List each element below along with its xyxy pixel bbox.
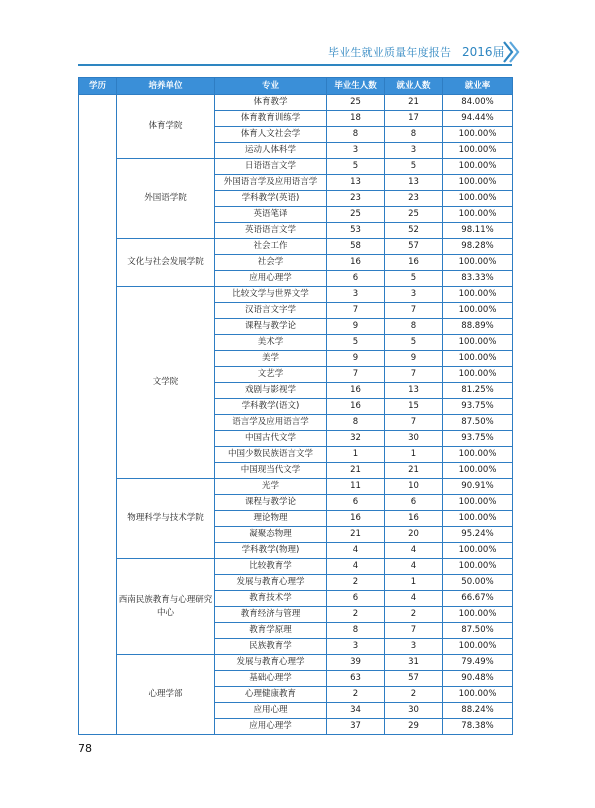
unit-cell: 体育学院 — [117, 95, 215, 159]
major-cell: 美学 — [215, 351, 327, 367]
rate-cell: 95.24% — [443, 527, 513, 543]
rate-cell: 100.00% — [443, 495, 513, 511]
major-cell: 运动人体科学 — [215, 143, 327, 159]
rate-cell: 100.00% — [443, 351, 513, 367]
report-title: 毕业生就业质量年度报告 — [328, 46, 452, 59]
employed-cell: 2 — [385, 607, 443, 623]
rate-cell: 78.38% — [443, 719, 513, 735]
graduates-cell: 8 — [327, 127, 385, 143]
rate-cell: 100.00% — [443, 367, 513, 383]
employed-cell: 5 — [385, 271, 443, 287]
graduates-cell: 4 — [327, 559, 385, 575]
major-cell: 社会学 — [215, 255, 327, 271]
rate-cell: 88.24% — [443, 703, 513, 719]
major-cell: 语言学及应用语言学 — [215, 415, 327, 431]
graduates-cell: 16 — [327, 255, 385, 271]
rate-cell: 100.00% — [443, 511, 513, 527]
table-row — [79, 287, 513, 303]
major-cell: 汉语言文字学 — [215, 303, 327, 319]
major-cell: 比较文学与世界文学 — [215, 287, 327, 303]
major-cell: 教育学原理 — [215, 623, 327, 639]
graduates-cell: 32 — [327, 431, 385, 447]
employed-cell: 3 — [385, 143, 443, 159]
employed-cell: 23 — [385, 191, 443, 207]
graduates-cell: 21 — [327, 527, 385, 543]
major-cell: 应用心理学 — [215, 719, 327, 735]
graduates-cell: 23 — [327, 191, 385, 207]
major-cell: 课程与教学论 — [215, 319, 327, 335]
rate-cell: 79.49% — [443, 655, 513, 671]
employed-cell: 25 — [385, 207, 443, 223]
major-cell: 体育人文社会学 — [215, 127, 327, 143]
graduates-cell: 2 — [327, 687, 385, 703]
major-cell: 戏剧与影视学 — [215, 383, 327, 399]
employed-cell: 6 — [385, 495, 443, 511]
column-header-graduates: 毕业生人数 — [327, 78, 385, 95]
rate-cell: 100.00% — [443, 191, 513, 207]
rate-cell: 90.91% — [443, 479, 513, 495]
employed-cell: 7 — [385, 623, 443, 639]
rate-cell: 100.00% — [443, 287, 513, 303]
employed-cell: 20 — [385, 527, 443, 543]
rate-cell: 100.00% — [443, 559, 513, 575]
major-cell: 发展与教育心理学 — [215, 655, 327, 671]
employed-cell: 21 — [385, 463, 443, 479]
rate-cell: 100.00% — [443, 303, 513, 319]
major-cell: 凝聚态物理 — [215, 527, 327, 543]
employed-cell: 9 — [385, 351, 443, 367]
major-cell: 社会工作 — [215, 239, 327, 255]
graduates-cell: 16 — [327, 511, 385, 527]
graduates-cell: 2 — [327, 575, 385, 591]
header-divider — [78, 64, 512, 66]
rate-cell: 93.75% — [443, 431, 513, 447]
major-cell: 基础心理学 — [215, 671, 327, 687]
graduates-cell: 3 — [327, 639, 385, 655]
employed-cell: 3 — [385, 287, 443, 303]
rate-cell: 94.44% — [443, 111, 513, 127]
employed-cell: 7 — [385, 367, 443, 383]
graduates-cell: 25 — [327, 207, 385, 223]
rate-cell: 100.00% — [443, 143, 513, 159]
rate-cell: 100.00% — [443, 159, 513, 175]
major-cell: 应用心理 — [215, 703, 327, 719]
employed-cell: 52 — [385, 223, 443, 239]
table-row — [79, 95, 513, 111]
employed-cell: 10 — [385, 479, 443, 495]
rate-cell: 66.67% — [443, 591, 513, 607]
major-cell: 教育经济与管理 — [215, 607, 327, 623]
employed-cell: 16 — [385, 511, 443, 527]
rate-cell: 88.89% — [443, 319, 513, 335]
employed-cell: 21 — [385, 95, 443, 111]
major-cell: 学科教学(物理) — [215, 543, 327, 559]
graduates-cell: 8 — [327, 623, 385, 639]
major-cell: 心理健康教育 — [215, 687, 327, 703]
graduates-cell: 11 — [327, 479, 385, 495]
employed-cell: 31 — [385, 655, 443, 671]
employed-cell: 7 — [385, 415, 443, 431]
rate-cell: 100.00% — [443, 607, 513, 623]
major-cell: 学科教学(英语) — [215, 191, 327, 207]
rate-cell: 98.28% — [443, 239, 513, 255]
major-cell: 文艺学 — [215, 367, 327, 383]
graduates-cell: 9 — [327, 319, 385, 335]
graduates-cell: 6 — [327, 271, 385, 287]
rate-cell: 90.48% — [443, 671, 513, 687]
employed-cell: 30 — [385, 703, 443, 719]
employed-cell: 5 — [385, 335, 443, 351]
rate-cell: 84.00% — [443, 95, 513, 111]
table-row — [79, 559, 513, 575]
graduates-cell: 37 — [327, 719, 385, 735]
graduates-cell: 5 — [327, 159, 385, 175]
rate-cell: 50.00% — [443, 575, 513, 591]
employed-cell: 30 — [385, 431, 443, 447]
graduates-cell: 58 — [327, 239, 385, 255]
graduates-cell: 3 — [327, 143, 385, 159]
rate-cell: 100.00% — [443, 687, 513, 703]
major-cell: 课程与教学论 — [215, 495, 327, 511]
major-cell: 体育教学 — [215, 95, 327, 111]
unit-cell: 物理科学与技术学院 — [117, 479, 215, 559]
rate-cell: 93.75% — [443, 399, 513, 415]
major-cell: 民族教育学 — [215, 639, 327, 655]
major-cell: 应用心理学 — [215, 271, 327, 287]
major-cell: 英语语言文学 — [215, 223, 327, 239]
graduates-cell: 8 — [327, 415, 385, 431]
graduates-cell: 9 — [327, 351, 385, 367]
employed-cell: 2 — [385, 687, 443, 703]
rate-cell: 100.00% — [443, 639, 513, 655]
rate-cell: 100.00% — [443, 255, 513, 271]
rate-cell: 100.00% — [443, 447, 513, 463]
major-cell: 中国古代文学 — [215, 431, 327, 447]
graduates-cell: 7 — [327, 367, 385, 383]
major-cell: 发展与教育心理学 — [215, 575, 327, 591]
employed-cell: 5 — [385, 159, 443, 175]
graduates-cell: 34 — [327, 703, 385, 719]
unit-cell: 西南民族教育与心理研究中心 — [117, 559, 215, 655]
table-row — [79, 159, 513, 175]
employed-cell: 4 — [385, 543, 443, 559]
table-row — [79, 655, 513, 671]
employed-cell: 16 — [385, 255, 443, 271]
rate-cell: 100.00% — [443, 207, 513, 223]
rate-cell: 100.00% — [443, 127, 513, 143]
major-cell: 外国语言学及应用语言学 — [215, 175, 327, 191]
unit-cell: 外国语学院 — [117, 159, 215, 239]
graduates-cell: 53 — [327, 223, 385, 239]
unit-cell: 心理学部 — [117, 655, 215, 735]
graduates-cell: 7 — [327, 303, 385, 319]
graduates-cell: 21 — [327, 463, 385, 479]
rate-cell: 83.33% — [443, 271, 513, 287]
employment-table — [78, 77, 513, 735]
table-row — [79, 479, 513, 495]
employed-cell: 13 — [385, 383, 443, 399]
employed-cell: 8 — [385, 319, 443, 335]
column-header-unit: 培养单位 — [117, 78, 215, 95]
graduates-cell: 2 — [327, 607, 385, 623]
rate-cell: 100.00% — [443, 175, 513, 191]
rate-cell: 100.00% — [443, 543, 513, 559]
graduates-cell: 39 — [327, 655, 385, 671]
graduates-cell: 16 — [327, 383, 385, 399]
major-cell: 光学 — [215, 479, 327, 495]
column-header-degree: 学历 — [79, 78, 117, 95]
page-number: 78 — [78, 742, 92, 755]
rate-cell: 87.50% — [443, 415, 513, 431]
graduates-cell: 1 — [327, 447, 385, 463]
rate-cell: 98.11% — [443, 223, 513, 239]
employed-cell: 29 — [385, 719, 443, 735]
major-cell: 体育教育训练学 — [215, 111, 327, 127]
unit-cell: 文学院 — [117, 287, 215, 479]
employed-cell: 57 — [385, 671, 443, 687]
graduates-cell: 13 — [327, 175, 385, 191]
employed-cell: 17 — [385, 111, 443, 127]
table-row — [79, 239, 513, 255]
graduates-cell: 63 — [327, 671, 385, 687]
major-cell: 日语语言文学 — [215, 159, 327, 175]
rate-cell: 100.00% — [443, 335, 513, 351]
major-cell: 比较教育学 — [215, 559, 327, 575]
employed-cell: 15 — [385, 399, 443, 415]
rate-cell: 81.25% — [443, 383, 513, 399]
major-cell: 教育技术学 — [215, 591, 327, 607]
major-cell: 中国现当代文学 — [215, 463, 327, 479]
employed-cell: 1 — [385, 575, 443, 591]
major-cell: 英语笔译 — [215, 207, 327, 223]
report-year: 2016届 — [462, 45, 505, 59]
employed-cell: 3 — [385, 639, 443, 655]
graduates-cell: 4 — [327, 543, 385, 559]
major-cell: 学科教学(语文) — [215, 399, 327, 415]
graduates-cell: 18 — [327, 111, 385, 127]
graduates-cell: 6 — [327, 591, 385, 607]
rate-cell: 87.50% — [443, 623, 513, 639]
column-header-major: 专业 — [215, 78, 327, 95]
employed-cell: 1 — [385, 447, 443, 463]
employed-cell: 7 — [385, 303, 443, 319]
employment-table-body — [79, 78, 513, 735]
employed-cell: 8 — [385, 127, 443, 143]
unit-cell: 文化与社会发展学院 — [117, 239, 215, 287]
rate-cell: 100.00% — [443, 463, 513, 479]
table-header-row — [79, 78, 513, 95]
graduates-cell: 25 — [327, 95, 385, 111]
column-header-rate: 就业率 — [443, 78, 513, 95]
graduates-cell: 5 — [327, 335, 385, 351]
graduates-cell: 16 — [327, 399, 385, 415]
major-cell: 中国少数民族语言文学 — [215, 447, 327, 463]
major-cell: 理论物理 — [215, 511, 327, 527]
graduates-cell: 6 — [327, 495, 385, 511]
employed-cell: 4 — [385, 559, 443, 575]
degree-cell — [79, 95, 117, 735]
employed-cell: 57 — [385, 239, 443, 255]
column-header-employed: 就业人数 — [385, 78, 443, 95]
major-cell: 美术学 — [215, 335, 327, 351]
chevron-arrows-icon — [502, 40, 522, 64]
employed-cell: 13 — [385, 175, 443, 191]
graduates-cell: 3 — [327, 287, 385, 303]
employed-cell: 4 — [385, 591, 443, 607]
